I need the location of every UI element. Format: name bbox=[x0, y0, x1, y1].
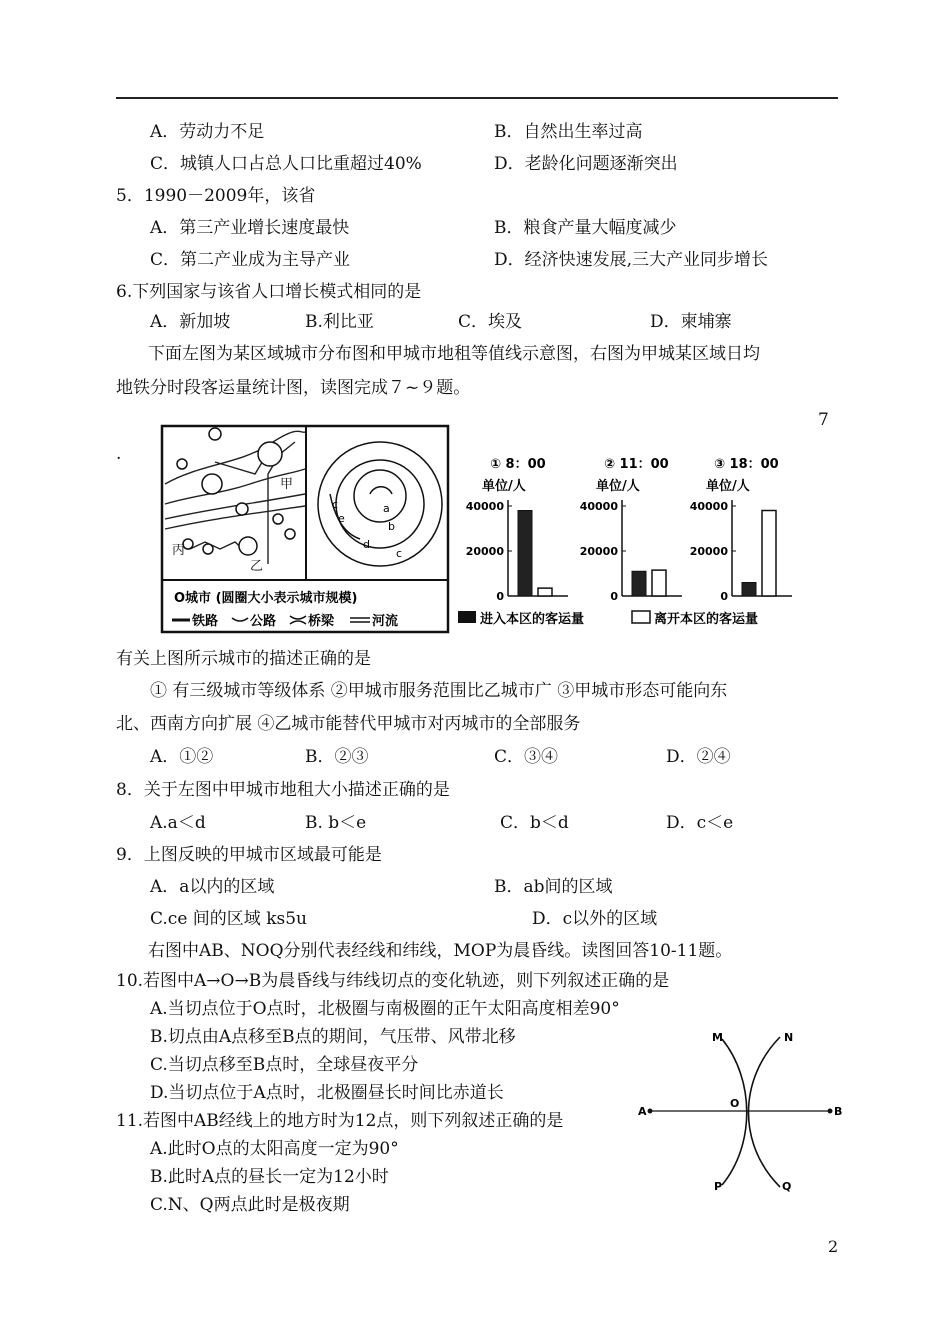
q6-option-a: A．新加坡 bbox=[150, 312, 231, 332]
terminator-diagram bbox=[630, 1025, 860, 1200]
city-map-figure bbox=[160, 424, 450, 636]
label-o: O bbox=[730, 1097, 740, 1110]
legend-leave-label: 离开本区的客运量 bbox=[654, 612, 759, 627]
legend-swatch-leave bbox=[632, 611, 650, 623]
line-mop bbox=[722, 1039, 747, 1185]
q11-stem: 11.若图中AB经线上的地方时为12点，则下列叙述正确的是 bbox=[116, 1111, 564, 1131]
panel-unit: 单位/人 bbox=[596, 479, 640, 494]
rent-label-d: d bbox=[363, 538, 370, 551]
q7-options-line1: ① 有三级城市等级体系 ②甲城市服务范围比乙城市广 ③甲城市形态可能向东 bbox=[150, 681, 728, 701]
q8-option-a: A.a＜d bbox=[150, 813, 206, 833]
q9-option-a: A．a以内的区域 bbox=[150, 877, 275, 897]
q10-option-c: C.当切点移至B点时，全球昼夜平分 bbox=[150, 1055, 419, 1075]
q10-option-a: A.当切点位于O点时，北极圈与南极圈的正午太阳高度相差90° bbox=[150, 999, 620, 1019]
q8-stem: 8．关于左图中甲城市地租大小描述正确的是 bbox=[116, 780, 450, 800]
y-tick-label: 20000 bbox=[689, 545, 728, 558]
q7-options-line2: 北、西南方向扩展 ④乙城市能替代甲城市对丙城市的全部服务 bbox=[116, 714, 581, 734]
y-tick-label: 0 bbox=[720, 590, 728, 603]
map-legend-river: 河流 bbox=[372, 614, 399, 629]
legend-swatch-enter bbox=[458, 611, 476, 623]
q9-option-d: D．c以外的区域 bbox=[532, 909, 658, 929]
q6-option-b: B.利比亚 bbox=[305, 312, 374, 332]
y-tick-label: 0 bbox=[496, 590, 504, 603]
q5-option-a: A．第三产业增长速度最快 bbox=[150, 218, 350, 238]
q8-option-b: B. b＜e bbox=[305, 813, 367, 833]
panel-unit: 单位/人 bbox=[482, 479, 526, 494]
q7-option-b: B．②③ bbox=[305, 747, 369, 767]
map-legend-city: O城市 (圆圈大小表示城市规模) bbox=[174, 591, 358, 606]
y-tick-label: 0 bbox=[610, 590, 618, 603]
q11-option-b: B.此时A点的昼长一定为12小时 bbox=[150, 1167, 389, 1187]
q11-option-c: C.N、Q两点此时是极夜期 bbox=[150, 1195, 350, 1215]
q4-option-a: A．劳动力不足 bbox=[150, 122, 265, 142]
q9-option-c: C.ce 间的区域 ks5u bbox=[150, 909, 307, 929]
q5-option-d: D．经济快速发展,三大产业同步增长 bbox=[494, 250, 769, 270]
bar-leave bbox=[762, 511, 776, 597]
label-b: B bbox=[834, 1105, 843, 1118]
rent-label-c: c bbox=[396, 547, 403, 560]
q4-option-d: D．老龄化问题逐渐突出 bbox=[494, 154, 678, 174]
q6-option-c: C．埃及 bbox=[458, 312, 523, 332]
q7-stem: 有关上图所示城市的描述正确的是 bbox=[116, 649, 371, 669]
header-rule bbox=[116, 97, 838, 99]
q5-stem: 5．1990－2009年，该省 bbox=[116, 186, 316, 206]
bar-enter bbox=[742, 583, 756, 597]
line-noq bbox=[749, 1037, 781, 1187]
map-legend-bridge: 桥梁 bbox=[308, 614, 335, 629]
y-tick-label: 20000 bbox=[465, 545, 504, 558]
intro-7-9-line1: 下面左图为某区域城市分布图和甲城市地租等值线示意图，右图为甲城某区域日均 bbox=[148, 344, 760, 364]
rent-label-c2: c bbox=[332, 498, 339, 511]
q10-option-d: D.当切点位于A点时，北极圈昼长时间比赤道长 bbox=[150, 1083, 504, 1103]
label-n: N bbox=[784, 1031, 794, 1044]
q7-option-c: C．③④ bbox=[494, 747, 559, 767]
q9-stem: 9．上图反映的甲城市区域最可能是 bbox=[116, 845, 382, 865]
y-tick-label: 40000 bbox=[579, 500, 618, 513]
passenger-volume-chart bbox=[452, 448, 802, 632]
bar-leave bbox=[538, 588, 552, 596]
label-a: A bbox=[638, 1105, 647, 1118]
q5-option-b: B．粮食产量大幅度减少 bbox=[494, 218, 677, 238]
q8-option-c: C．b＜d bbox=[500, 813, 569, 833]
map-label-yi: 乙 bbox=[250, 559, 264, 574]
map-label-bing: 丙 bbox=[172, 543, 186, 558]
q4-option-b: B．自然出生率过高 bbox=[494, 122, 643, 142]
point-b bbox=[828, 1109, 833, 1114]
panel-title: ① 8：00 bbox=[490, 457, 546, 472]
panel-unit: 单位/人 bbox=[706, 479, 750, 494]
panel-title: ③ 18：00 bbox=[714, 457, 779, 472]
y-tick-label: 40000 bbox=[689, 500, 728, 513]
q6-stem: 6.下列国家与该省人口增长模式相同的是 bbox=[116, 282, 422, 302]
q4-option-c: C．城镇人口占总人口比重超过40% bbox=[150, 154, 422, 174]
q10-option-b: B.切点由A点移至B点的期间，气压带、风带北移 bbox=[150, 1027, 516, 1047]
bar-enter bbox=[518, 511, 532, 597]
panel-title: ② 11：00 bbox=[604, 457, 669, 472]
rent-label-e: e bbox=[338, 512, 345, 525]
map-legend-road: 公路 bbox=[250, 614, 277, 629]
label-q: Q bbox=[782, 1180, 792, 1193]
map-label-jia: 甲 bbox=[280, 477, 294, 492]
point-a bbox=[648, 1109, 653, 1114]
page-number: 2 bbox=[828, 1237, 839, 1256]
stray-dot: . bbox=[116, 444, 122, 464]
legend-enter-label: 进入本区的客运量 bbox=[480, 612, 585, 627]
label-p: P bbox=[714, 1180, 723, 1193]
q9-option-b: B．ab间的区域 bbox=[494, 877, 613, 897]
bar-enter bbox=[632, 571, 646, 596]
q7-option-a: A．①② bbox=[150, 747, 214, 767]
bar-leave bbox=[652, 570, 666, 596]
q7-option-d: D．②④ bbox=[666, 747, 731, 767]
map-legend-railway: 铁路 bbox=[192, 614, 219, 629]
rent-label-b: b bbox=[388, 520, 395, 533]
y-tick-label: 40000 bbox=[465, 500, 504, 513]
q10-stem: 10.若图中A→O→B为晨昏线与纬线切点的变化轨迹，则下列叙述正确的是 bbox=[116, 971, 670, 991]
intro-10-11: 右图中AB、NOQ分别代表经线和纬线，MOP为晨昏线。读图回答10-11题。 bbox=[148, 941, 733, 961]
label-m: M bbox=[712, 1031, 723, 1044]
y-tick-label: 20000 bbox=[579, 545, 618, 558]
q11-option-a: A.此时O点的太阳高度一定为90° bbox=[150, 1139, 399, 1159]
q5-option-c: C．第二产业成为主导产业 bbox=[150, 250, 351, 270]
q6-option-d: D．柬埔寨 bbox=[650, 312, 732, 332]
question-number-7: 7 bbox=[818, 410, 829, 430]
rent-label-a: a bbox=[383, 502, 390, 515]
intro-7-9-line2: 地铁分时段客运量统计图，读图完成７~９题。 bbox=[116, 378, 471, 398]
q8-option-d: D．c＜e bbox=[666, 813, 734, 833]
